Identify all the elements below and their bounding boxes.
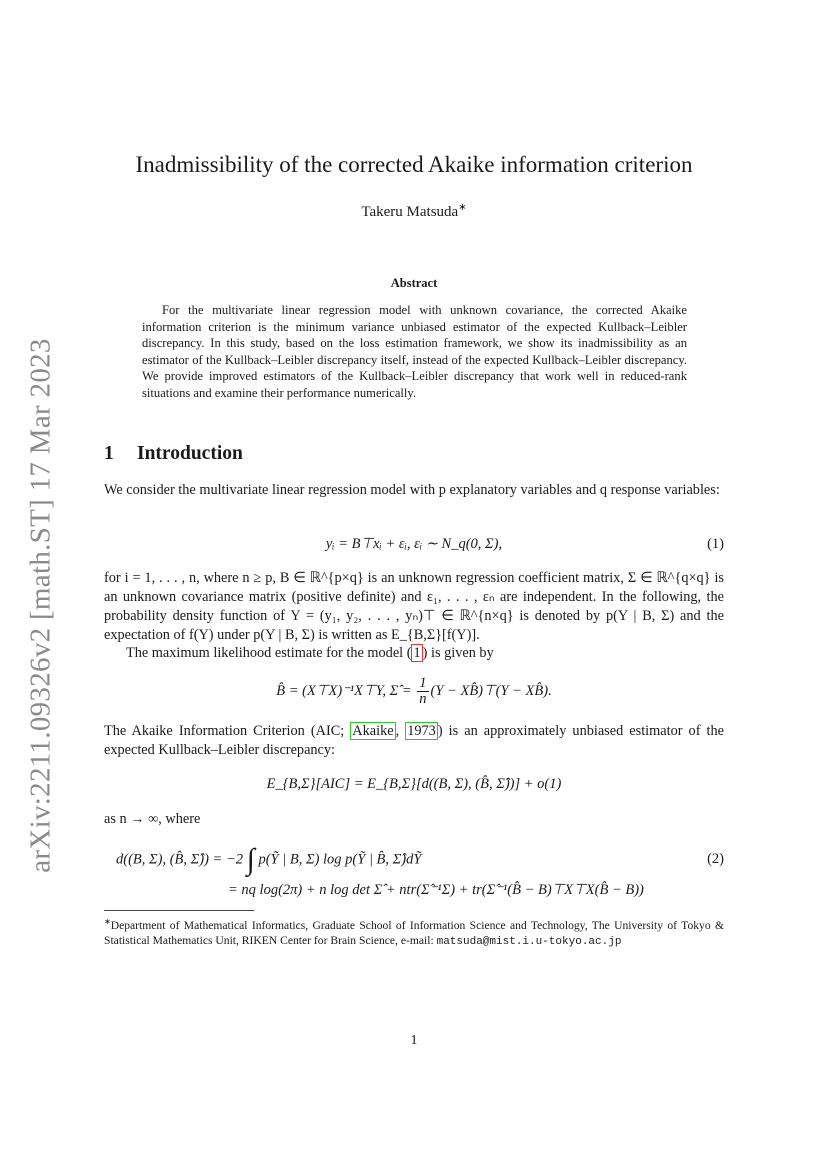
paragraph-3-text-end: ) is given by (422, 645, 494, 661)
paragraph-5: as n → ∞, where (104, 811, 201, 827)
page-number: 1 (410, 1033, 418, 1048)
section-heading (104, 443, 243, 465)
footnote-mark: ∗ (104, 917, 111, 926)
integral-sign: ∫ (246, 843, 255, 876)
equation-mle-right: (Y − XB̂)⊤(Y − XB̂). (430, 682, 552, 699)
equation-kl-line-1 (116, 843, 421, 877)
fraction-numerator: 1 (419, 675, 427, 691)
citation-year-link[interactable]: 1973 (407, 723, 436, 739)
footnote-text: Department of Mathematical Informatics, Graduate School of Information Science and Technology, The University of Tokyo & Statistical Mathematics Unit, RIKEN Center for Brain Science, e-mail: (104, 918, 724, 948)
equation-kl-left: d((B, Σ), (B̂, Σ̂)) = −2 (116, 851, 243, 868)
paragraph-3-text-start: The maximum likelihood estimate for the model ( (126, 645, 412, 661)
equation-kl-integrand: p(Ỹ | B, Σ) log p(Ỹ | B̂, Σ̂)dỸ (258, 851, 422, 868)
section-number: 1 (104, 443, 114, 464)
equation-1: yᵢ = B⊤xᵢ + εᵢ, εᵢ ∼ N_q(0, Σ), (325, 536, 503, 552)
paper-title: Inadmissibility of the corrected Akaike information criterion (135, 152, 693, 177)
equation-mle-fraction (417, 676, 428, 707)
author-line (0, 202, 828, 221)
equation-kl-line-2: = nq log(2π) + n log det Σ̂ + ntr(Σ̂⁻¹Σ) + tr(Σ̂⁻¹(B̂ − B)⊤X⊤X(B̂ − B)) (228, 882, 644, 898)
author-name: Takeru Matsuda (361, 204, 459, 220)
equation-2-number: (2) (707, 851, 724, 867)
paragraph-4-text-start: The Akaike Information Criterion (AIC; (104, 723, 351, 739)
equation-ref-link[interactable]: 1 (413, 645, 421, 661)
equation-1-number: (1) (707, 536, 724, 552)
section-title: Introduction (137, 443, 243, 464)
equation-mle-left: B̂ = (X⊤X)⁻¹X⊤Y, Σ̂ = (276, 682, 412, 699)
footnote (104, 914, 724, 951)
paragraph-4-text-end: ) is an approximately unbiased estimator of the expected Kullback–Leibler discrepancy: (104, 723, 724, 758)
paragraph-1: We consider the multivariate linear regression model with p explanatory variables and q response variables: (104, 482, 720, 498)
equation-mle (104, 676, 724, 707)
arxiv-identifier-text: arXiv:2211.09326v2 [math.ST] 17 Mar 2023 (24, 337, 57, 873)
author-footnote-mark[interactable]: ∗ (458, 202, 467, 213)
paragraph-2: for i = 1, . . . , n, where n ≥ p, B ∈ ℝ^{p×q} is an unknown regression coefficient matrix, Σ ∈ ℝ^{q×q} is an unknown covariance matrix (positive definite) and ε₁, . . . , εₙ are independent. In the following, the probability density function of Y = (y₁, y₂, . . . , yₙ)⊤ ∈ ℝ^{n×q} is denoted by p(Y | B, Σ) and the expectation of f(Y) under p(Y | B, Σ) is written as E_{B,Σ}[f(Y)]. (104, 570, 724, 643)
footnote-email[interactable]: matsuda@mist.i.u-tokyo.ac.jp (436, 936, 622, 949)
equation-aic: E_{B,Σ}[AIC] = E_{B,Σ}[d((B, Σ), (B̂, Σ̂))] + o(1) (266, 776, 562, 792)
paragraph-4 (104, 722, 724, 760)
abstract-heading: Abstract (390, 276, 438, 290)
paragraph-3 (104, 644, 724, 663)
citation-author-link[interactable]: Akaike (352, 723, 394, 739)
abstract-text: For the multivariate linear regression model with unknown covariance, the corrected Akaike information criterion is the minimum variance unbiased estimator of the expected Kullback–Leibler discrepancy. In this study, based on the loss estimation framework, we show its inadmissibility as an estimator of the Kullback–Leibler discrepancy itself, instead of the expected Kullback–Leibler discrepancy. We provide improved estimators of the Kullback–Leibler discrepancy that work well in reduced-rank situations and examine their performance numerically. (142, 303, 687, 400)
footnote-divider (104, 910, 254, 911)
arxiv-identifier (24, 337, 58, 873)
citation-separator: , (395, 723, 406, 739)
fraction-denominator: n (419, 691, 427, 707)
